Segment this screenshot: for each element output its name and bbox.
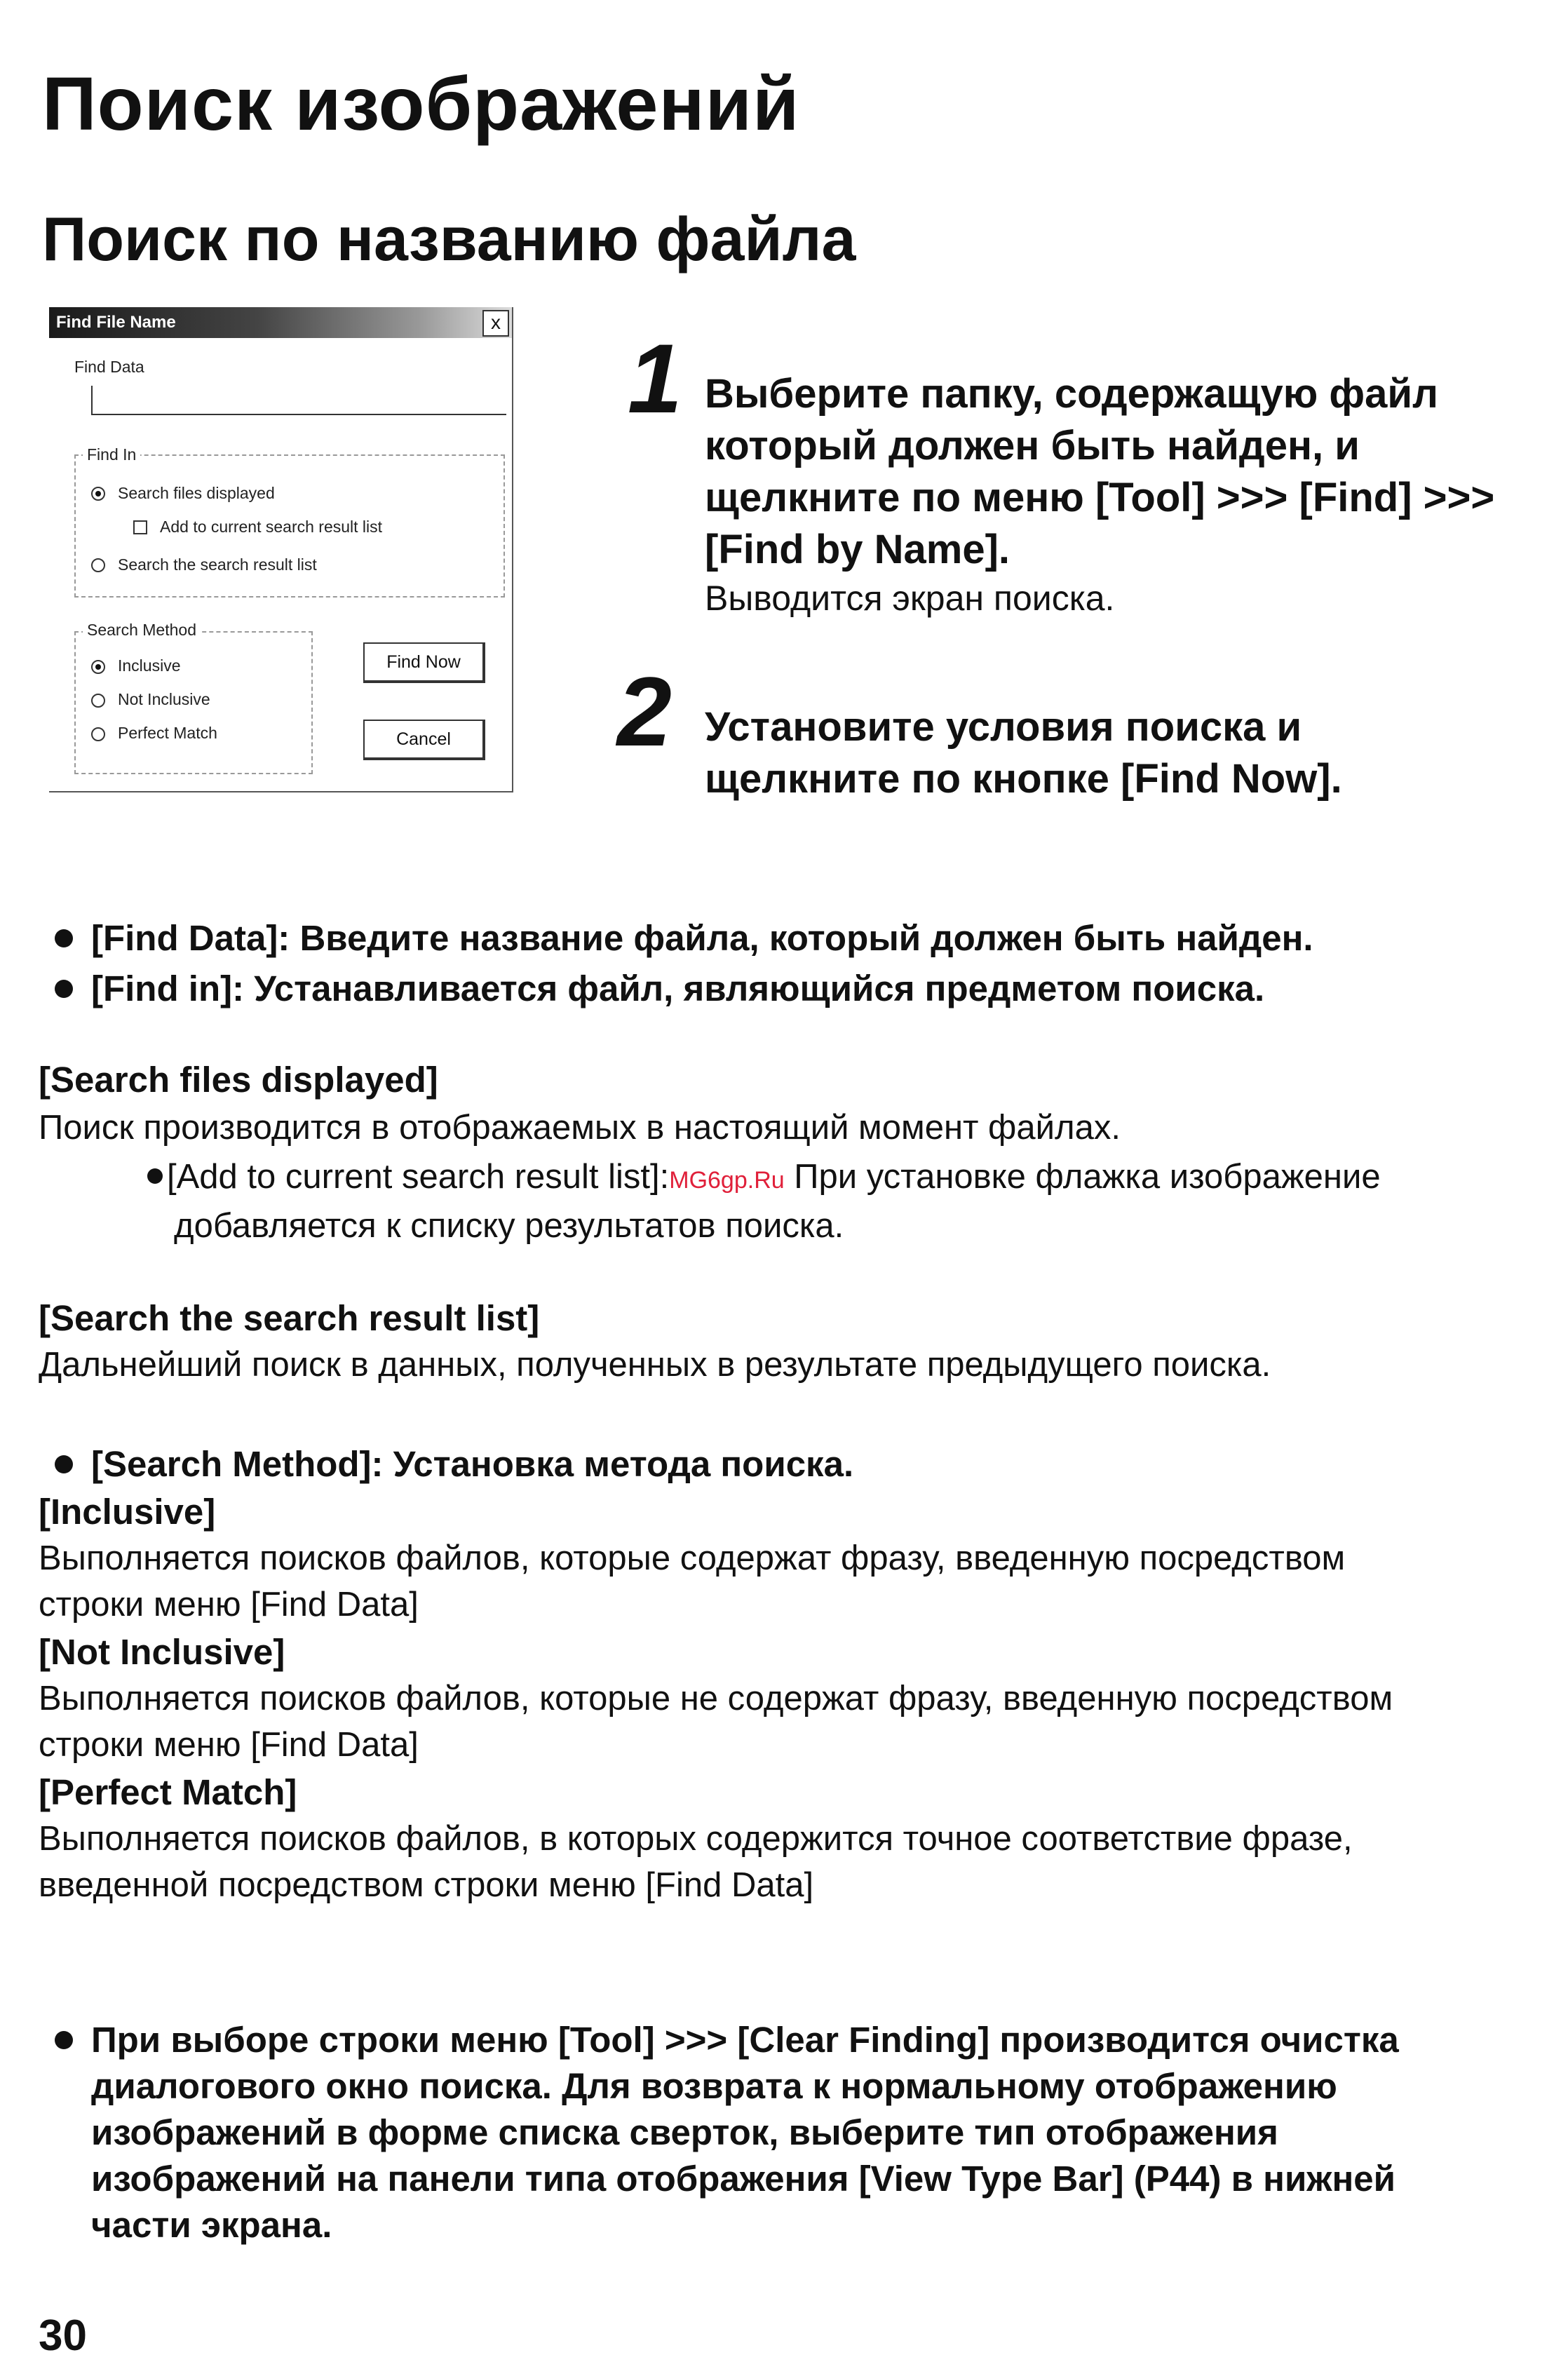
radio-search-result[interactable] [91, 558, 105, 572]
add-current-checkbox[interactable] [133, 520, 147, 534]
find-data-label: Find Data [74, 358, 144, 376]
final-note-line: изображений в форме списка сверток, выберите тип отображения [91, 2112, 1278, 2152]
bullet-text: [Find in]: Устанавливается файл, являющийся предметом поиска. [91, 969, 1265, 1008]
radio-search-displayed[interactable] [91, 487, 105, 501]
final-note [55, 2017, 1399, 2248]
bullet-find-in [55, 968, 1264, 1009]
section-title: Поиск по названию файла [42, 204, 856, 274]
page-title: Поиск изображений [42, 61, 800, 146]
find-data-input[interactable] [91, 386, 506, 415]
page-number: 30 [39, 2312, 87, 2360]
step-1-number: 1 [628, 323, 682, 433]
add-current-prefix: [Add to current search result list]: [167, 1158, 670, 1196]
search-displayed-heading: [Search files displayed] [39, 1060, 438, 1100]
inclusive-text: строки меню [Find Data] [39, 1586, 419, 1624]
watermark: MG6gp.Ru [669, 1167, 785, 1194]
step-2-number: 2 [617, 656, 672, 767]
final-note-line: части экрана. [91, 2205, 332, 2245]
close-icon[interactable]: x [482, 310, 509, 337]
final-note-line: изображений на панели типа отображения [View Type Bar] (P44) в нижней [91, 2159, 1395, 2199]
step-2-line: щелкните по кнопке [Find Now]. [705, 756, 1342, 802]
radio-not-inclusive[interactable] [91, 694, 105, 708]
dialog-title: Find File Name [56, 313, 176, 332]
final-note-line: диалогового окно поиска. Для возврата к нормальному отображению [91, 2066, 1337, 2106]
step-1-line: щелкните по меню [Tool] >>> [Find] >>> [705, 475, 1495, 520]
step-2-text [705, 701, 1342, 805]
search-result-text: Дальнейший поиск в данных, полученных в результате предыдущего поиска. [39, 1346, 1271, 1384]
step-1-line: Выберите папку, содержащую файл [705, 371, 1438, 417]
search-result-heading: [Search the search result list] [39, 1298, 540, 1338]
bullet-find-data [55, 917, 1313, 959]
not-inclusive-text: Выполняется поисков файлов, которые не содержат фразу, введенную посредством [39, 1680, 1393, 1717]
step-1-note: Выводится экран поиска. [705, 579, 1115, 618]
radio-perfect-match[interactable] [91, 727, 105, 741]
final-note-line [55, 2017, 1399, 2063]
perfect-match-label: Perfect Match [118, 724, 217, 742]
search-method-label: Search Method [83, 621, 201, 640]
step-1-line: [Find by Name]. [705, 527, 1011, 572]
search-displayed-label: Search files displayed [118, 484, 275, 502]
add-current-line2: добавляется к списку результатов поиска. [174, 1207, 844, 1245]
bullet-dot [55, 2031, 73, 2049]
not-inclusive-label: Not Inclusive [118, 690, 210, 708]
step-1-line: который должен быть найден, и [705, 423, 1360, 468]
step-1-text [705, 368, 1494, 621]
add-current-label: Add to current search result list [160, 518, 383, 536]
search-displayed-text: Поиск производится в отображаемых в настоящий момент файлах. [39, 1109, 1121, 1147]
search-result-label: Search the search result list [118, 555, 317, 574]
find-in-label: Find In [83, 445, 140, 464]
not-inclusive-text: строки меню [Find Data] [39, 1726, 419, 1764]
find-file-dialog [49, 307, 513, 792]
perfect-match-heading: [Perfect Match] [39, 1772, 297, 1812]
find-now-button[interactable]: Find Now [363, 642, 485, 683]
add-current-note [147, 1157, 1381, 1196]
bullet-dot [55, 929, 73, 947]
step-2-line: Установите условия поиска и [705, 704, 1302, 750]
dialog-titlebar [49, 307, 512, 338]
cancel-button[interactable]: Cancel [363, 720, 485, 760]
bullet-dot [55, 1455, 73, 1473]
bullet-text: [Find Data]: Введите название файла, который должен быть найден. [91, 918, 1313, 958]
radio-inclusive[interactable] [91, 660, 105, 674]
inclusive-label: Inclusive [118, 656, 181, 675]
inclusive-heading: [Inclusive] [39, 1492, 216, 1532]
bullet-search-method [55, 1443, 853, 1485]
bullet-text: [Search Method]: Установка метода поиска. [91, 1444, 854, 1484]
perfect-match-text: Выполняется поисков файлов, в которых содержится точное соответствие фразе, [39, 1820, 1353, 1858]
final-note-text: При выборе строки меню [Tool] >>> [Clear Finding] производится очистка [91, 2020, 1399, 2060]
add-current-rest: При установке флажка изображение [794, 1158, 1381, 1196]
bullet-dot [55, 980, 73, 998]
not-inclusive-heading: [Not Inclusive] [39, 1632, 285, 1672]
inclusive-text: Выполняется поисков файлов, которые содержат фразу, введенную посредством [39, 1539, 1346, 1577]
bullet-dot [147, 1168, 163, 1184]
perfect-match-text: введенной посредством строки меню [Find Data] [39, 1866, 814, 1904]
